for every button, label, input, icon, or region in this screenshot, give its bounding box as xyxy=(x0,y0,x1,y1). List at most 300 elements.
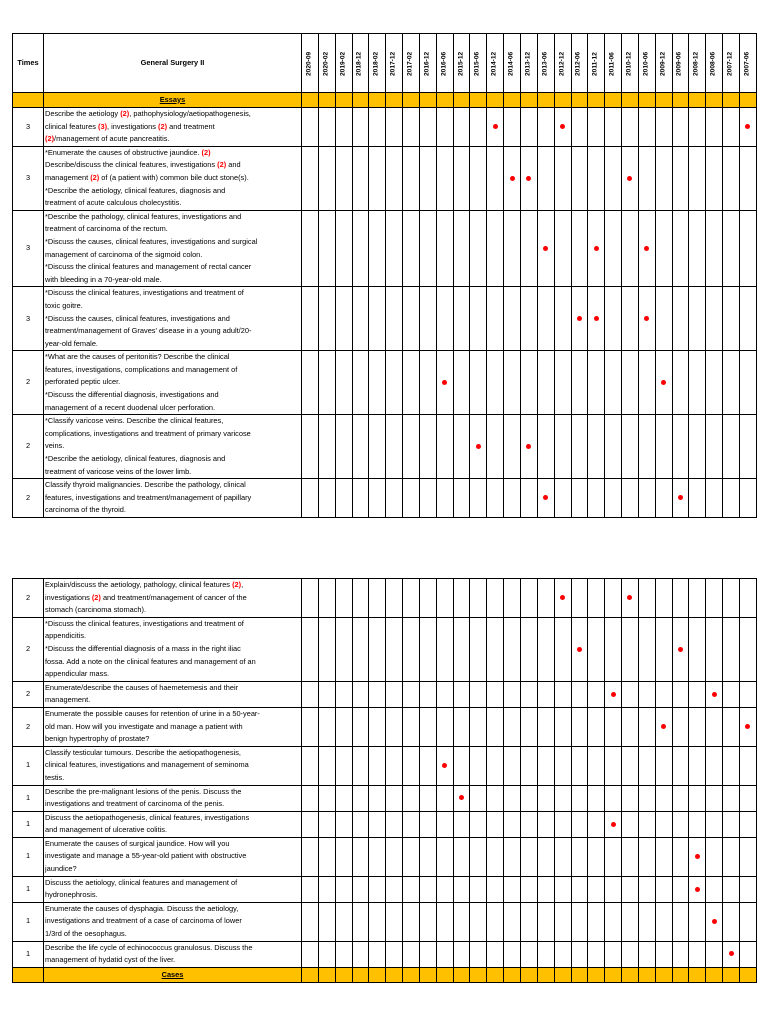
text-segment: Enumerate the causes of surgical jaundice. How will you xyxy=(45,838,230,848)
question-line xyxy=(45,300,300,313)
date-cell xyxy=(622,941,639,967)
question-line xyxy=(45,786,300,799)
date-cell xyxy=(386,941,403,967)
date-cell xyxy=(419,707,436,746)
text-segment: *Discuss the clinical features, investigations and treatment of xyxy=(45,288,244,298)
date-cell xyxy=(672,681,689,707)
question-row xyxy=(13,681,757,707)
question-line xyxy=(45,466,300,479)
date-cell xyxy=(520,415,537,479)
text-segment: Describe the pre-malignant lesions of the penis. Discuss the xyxy=(45,786,242,796)
text-segment: appendicular mass. xyxy=(45,669,110,679)
date-cell xyxy=(352,902,369,941)
asked-dot xyxy=(526,176,531,181)
date-cell xyxy=(605,210,622,287)
question-row xyxy=(13,837,757,876)
date-cell xyxy=(335,707,352,746)
date-cell xyxy=(470,785,487,811)
table-part-1 xyxy=(12,33,757,518)
date-cell xyxy=(453,108,470,147)
date-cell xyxy=(723,579,740,618)
date-cell xyxy=(622,479,639,518)
date-cell xyxy=(723,415,740,479)
date-cell xyxy=(504,579,521,618)
date-cell xyxy=(520,146,537,210)
date-cell xyxy=(672,108,689,147)
question-line xyxy=(45,249,300,262)
date-cell xyxy=(739,902,756,941)
date-cell xyxy=(419,146,436,210)
text-segment: Enumerate the possible causes for retention of urine in a 50-year- xyxy=(45,708,260,718)
date-cell xyxy=(655,617,672,681)
text-segment: *Discuss the clinical features, investigations and treatment of xyxy=(45,618,244,628)
date-cell xyxy=(537,108,554,147)
date-cell xyxy=(622,837,639,876)
text-segment: management of a recent duodenal ulcer perforation. xyxy=(45,402,216,412)
date-cell xyxy=(318,579,335,618)
date-cell xyxy=(487,579,504,618)
date-cell xyxy=(302,579,319,618)
date-cell xyxy=(554,681,571,707)
date-cell xyxy=(689,902,706,941)
date-cell xyxy=(369,902,386,941)
question-row xyxy=(13,287,757,351)
date-cell xyxy=(706,707,723,746)
date-cell xyxy=(369,351,386,415)
date-header xyxy=(554,34,571,93)
question-line xyxy=(45,261,300,274)
question-line xyxy=(45,877,300,890)
date-cell xyxy=(453,876,470,902)
date-cell xyxy=(487,415,504,479)
question-text xyxy=(44,146,302,210)
date-cell xyxy=(470,415,487,479)
section-cell xyxy=(706,93,723,108)
date-cell xyxy=(723,876,740,902)
date-cell xyxy=(520,108,537,147)
date-cell xyxy=(453,811,470,837)
question-line xyxy=(45,889,300,902)
section-cell xyxy=(335,93,352,108)
date-header xyxy=(520,34,537,93)
date-cell xyxy=(386,579,403,618)
date-cell xyxy=(571,941,588,967)
date-cell xyxy=(739,785,756,811)
question-line xyxy=(45,824,300,837)
asked-dot xyxy=(493,124,498,129)
date-label: 2017-02 xyxy=(406,52,414,77)
mark-weight: (2) xyxy=(158,121,168,131)
times-cell: 3 xyxy=(13,210,44,287)
date-cell xyxy=(403,941,420,967)
date-cell xyxy=(419,681,436,707)
question-text xyxy=(44,287,302,351)
date-cell xyxy=(386,351,403,415)
date-cell xyxy=(403,415,420,479)
date-cell xyxy=(335,617,352,681)
text-segment: *Discuss the differential diagnosis of a mass in the right iliac xyxy=(45,643,241,653)
date-cell xyxy=(453,287,470,351)
date-cell xyxy=(706,681,723,707)
date-cell xyxy=(520,941,537,967)
text-segment: Discuss the aetiopathogenesis, clinical features, investigations xyxy=(45,812,250,822)
date-cell xyxy=(403,287,420,351)
date-cell xyxy=(470,837,487,876)
date-cell xyxy=(504,746,521,785)
question-line xyxy=(45,133,300,146)
date-cell xyxy=(352,941,369,967)
date-cell xyxy=(554,811,571,837)
date-cell xyxy=(571,108,588,147)
date-cell xyxy=(302,707,319,746)
date-cell xyxy=(588,479,605,518)
date-cell xyxy=(318,287,335,351)
question-line xyxy=(45,492,300,505)
date-cell xyxy=(318,876,335,902)
date-cell xyxy=(369,415,386,479)
date-cell xyxy=(470,876,487,902)
date-cell xyxy=(689,707,706,746)
question-row xyxy=(13,146,757,210)
date-cell xyxy=(672,146,689,210)
asked-dot xyxy=(543,495,548,500)
asked-dot xyxy=(661,380,666,385)
section-cell xyxy=(638,93,655,108)
section-cell xyxy=(352,93,369,108)
asked-dot xyxy=(712,692,717,697)
date-cell xyxy=(672,617,689,681)
date-cell xyxy=(739,941,756,967)
date-cell xyxy=(453,579,470,618)
date-cell xyxy=(605,707,622,746)
question-text xyxy=(44,811,302,837)
times-cell: 1 xyxy=(13,785,44,811)
date-cell xyxy=(706,941,723,967)
date-label: 2010-12 xyxy=(625,52,633,77)
date-label: 2020-02 xyxy=(322,52,330,77)
date-cell xyxy=(655,785,672,811)
section-cell xyxy=(655,967,672,982)
date-cell xyxy=(554,837,571,876)
date-label: 2015-12 xyxy=(457,52,465,77)
date-cell xyxy=(723,811,740,837)
question-row xyxy=(13,746,757,785)
date-cell xyxy=(655,479,672,518)
date-cell xyxy=(537,579,554,618)
date-cell xyxy=(571,146,588,210)
question-text xyxy=(44,876,302,902)
text-segment: and treatment/management of cancer of the xyxy=(100,592,247,602)
times-cell: 2 xyxy=(13,617,44,681)
section-cell xyxy=(739,967,756,982)
date-cell xyxy=(302,479,319,518)
date-cell xyxy=(504,785,521,811)
date-cell xyxy=(352,479,369,518)
question-line xyxy=(45,197,300,210)
asked-dot xyxy=(678,647,683,652)
date-cell xyxy=(403,746,420,785)
date-cell xyxy=(622,108,639,147)
date-header xyxy=(739,34,756,93)
date-cell xyxy=(504,707,521,746)
question-text xyxy=(44,415,302,479)
date-cell xyxy=(638,415,655,479)
text-segment: testis. xyxy=(45,772,65,782)
date-cell xyxy=(554,479,571,518)
date-cell xyxy=(419,579,436,618)
times-cell: 2 xyxy=(13,681,44,707)
question-line xyxy=(45,747,300,760)
date-cell xyxy=(403,785,420,811)
question-line xyxy=(45,185,300,198)
section-cell xyxy=(419,967,436,982)
section-cell xyxy=(739,93,756,108)
date-cell xyxy=(335,811,352,837)
date-cell xyxy=(537,876,554,902)
section-cell xyxy=(723,93,740,108)
asked-dot xyxy=(644,316,649,321)
date-cell xyxy=(470,617,487,681)
asked-dot xyxy=(594,246,599,251)
date-cell xyxy=(638,210,655,287)
date-cell xyxy=(638,681,655,707)
date-cell xyxy=(369,707,386,746)
date-cell xyxy=(487,941,504,967)
date-label: 2014-12 xyxy=(490,52,498,77)
date-label: 2007-12 xyxy=(726,52,734,77)
question-line xyxy=(45,325,300,338)
date-cell xyxy=(386,707,403,746)
question-line xyxy=(45,733,300,746)
date-cell xyxy=(318,479,335,518)
section-cell xyxy=(302,967,319,982)
date-cell xyxy=(554,579,571,618)
date-cell xyxy=(739,837,756,876)
date-cell xyxy=(403,811,420,837)
text-segment: Classify testicular tumours. Describe the aetiopathogenesis, xyxy=(45,747,241,757)
date-cell xyxy=(689,811,706,837)
date-cell xyxy=(520,902,537,941)
date-cell xyxy=(571,681,588,707)
date-cell xyxy=(352,146,369,210)
times-cell: 3 xyxy=(13,146,44,210)
section-cell xyxy=(487,93,504,108)
date-cell xyxy=(554,287,571,351)
date-cell xyxy=(335,579,352,618)
date-cell xyxy=(302,351,319,415)
date-cell xyxy=(487,681,504,707)
date-cell xyxy=(386,902,403,941)
section-cell xyxy=(335,967,352,982)
date-cell xyxy=(723,681,740,707)
text-segment: , pathophysiology/aetiopathogenesis, xyxy=(129,109,251,118)
question-line xyxy=(45,656,300,669)
section-cell xyxy=(318,93,335,108)
question-line xyxy=(45,364,300,377)
question-line xyxy=(45,604,300,617)
asked-dot xyxy=(627,176,632,181)
date-cell xyxy=(655,287,672,351)
times-cell: 2 xyxy=(13,415,44,479)
date-cell xyxy=(504,681,521,707)
date-cell xyxy=(318,681,335,707)
date-cell xyxy=(386,811,403,837)
date-cell xyxy=(335,941,352,967)
date-cell xyxy=(419,351,436,415)
date-cell xyxy=(537,785,554,811)
date-cell xyxy=(655,146,672,210)
date-cell xyxy=(638,287,655,351)
date-cell xyxy=(537,351,554,415)
asked-dot xyxy=(577,647,582,652)
date-cell xyxy=(318,108,335,147)
text-segment: investigations and treatment of carcinoma of the penis. xyxy=(45,799,225,809)
date-cell xyxy=(706,785,723,811)
text-segment: Enumerate/describe the causes of haemetemesis and their xyxy=(45,682,239,692)
text-segment: old man. How will you investigate and manage a patient with xyxy=(45,721,243,731)
date-cell xyxy=(571,351,588,415)
section-cell xyxy=(403,93,420,108)
times-cell: 3 xyxy=(13,287,44,351)
date-cell xyxy=(403,108,420,147)
date-cell xyxy=(487,108,504,147)
date-cell xyxy=(537,746,554,785)
text-segment: *Describe the aetiology, clinical features, diagnosis and xyxy=(45,454,226,464)
text-segment: /management of acute pancreatitis. xyxy=(54,134,170,144)
question-line xyxy=(45,954,300,967)
date-cell xyxy=(588,785,605,811)
date-cell xyxy=(352,837,369,876)
question-text xyxy=(44,746,302,785)
date-cell xyxy=(706,617,723,681)
date-cell xyxy=(436,876,453,902)
section-cell xyxy=(655,93,672,108)
date-cell xyxy=(453,837,470,876)
text-segment: treatment of carcinoma of the rectum. xyxy=(45,224,168,234)
question-line xyxy=(45,798,300,811)
question-row xyxy=(13,210,757,287)
date-cell xyxy=(605,351,622,415)
date-cell xyxy=(739,287,756,351)
date-cell xyxy=(588,287,605,351)
question-line xyxy=(45,850,300,863)
section-cell xyxy=(470,967,487,982)
text-segment: Describe/discuss the clinical features, investigations xyxy=(45,160,218,170)
section-cases xyxy=(13,967,757,982)
date-cell xyxy=(335,902,352,941)
date-cell xyxy=(739,210,756,287)
date-cell xyxy=(723,617,740,681)
section-cell xyxy=(571,967,588,982)
text-segment: Discuss the aetiology, clinical features and management of xyxy=(45,877,238,887)
mark-weight: (2) xyxy=(120,109,130,118)
mark-weight: (2) xyxy=(201,147,211,157)
question-line xyxy=(45,579,300,592)
times-cell: 1 xyxy=(13,902,44,941)
date-cell xyxy=(318,746,335,785)
mark-weight: (2) xyxy=(91,592,101,602)
date-cell xyxy=(302,681,319,707)
date-cell xyxy=(689,785,706,811)
text-segment: *Describe the pathology, clinical features, investigations and xyxy=(45,211,242,221)
question-line xyxy=(45,223,300,236)
date-cell xyxy=(571,479,588,518)
text-segment: features, investigations, complications and management of xyxy=(45,364,238,374)
date-cell xyxy=(655,941,672,967)
text-segment: investigate and manage a 55-year-old patient with obstructive xyxy=(45,851,247,861)
section-cell xyxy=(588,967,605,982)
date-cell xyxy=(318,351,335,415)
date-cell xyxy=(622,876,639,902)
date-cell xyxy=(537,415,554,479)
asked-dot xyxy=(594,316,599,321)
section-cell xyxy=(504,967,521,982)
date-cell xyxy=(672,579,689,618)
date-cell xyxy=(352,415,369,479)
date-cell xyxy=(504,210,521,287)
date-cell xyxy=(723,287,740,351)
date-cell xyxy=(487,707,504,746)
date-cell xyxy=(436,941,453,967)
date-cell xyxy=(335,837,352,876)
date-cell xyxy=(504,902,521,941)
date-cell xyxy=(302,287,319,351)
date-cell xyxy=(419,287,436,351)
date-cell xyxy=(655,351,672,415)
date-cell xyxy=(537,146,554,210)
question-text xyxy=(44,479,302,518)
question-text xyxy=(44,210,302,287)
date-cell xyxy=(622,902,639,941)
date-cell xyxy=(419,210,436,287)
date-cell xyxy=(386,108,403,147)
date-cell xyxy=(487,287,504,351)
date-cell xyxy=(655,811,672,837)
date-cell xyxy=(436,287,453,351)
date-cell xyxy=(318,811,335,837)
date-cell xyxy=(689,617,706,681)
date-cell xyxy=(352,617,369,681)
question-line xyxy=(45,504,300,517)
section-cell xyxy=(436,93,453,108)
date-header xyxy=(487,34,504,93)
date-cell xyxy=(571,902,588,941)
section-cell xyxy=(622,967,639,982)
date-cell xyxy=(436,837,453,876)
text-segment: management. xyxy=(45,695,91,705)
date-cell xyxy=(403,681,420,707)
date-cell xyxy=(605,902,622,941)
date-label: 2018-02 xyxy=(373,52,380,77)
date-cell xyxy=(605,146,622,210)
text-segment: *Discuss the causes, clinical features, investigations and surgical xyxy=(45,236,258,246)
date-cell xyxy=(588,837,605,876)
date-cell xyxy=(571,287,588,351)
date-cell xyxy=(739,746,756,785)
date-cell xyxy=(453,746,470,785)
date-label: 2009-12 xyxy=(659,52,667,77)
date-cell xyxy=(520,785,537,811)
question-line xyxy=(45,942,300,955)
date-cell xyxy=(739,146,756,210)
date-cell xyxy=(554,210,571,287)
date-cell xyxy=(453,146,470,210)
question-line xyxy=(45,211,300,224)
date-cell xyxy=(369,479,386,518)
date-cell xyxy=(554,108,571,147)
section-cell xyxy=(554,967,571,982)
mark-weight: (2) xyxy=(45,134,55,144)
